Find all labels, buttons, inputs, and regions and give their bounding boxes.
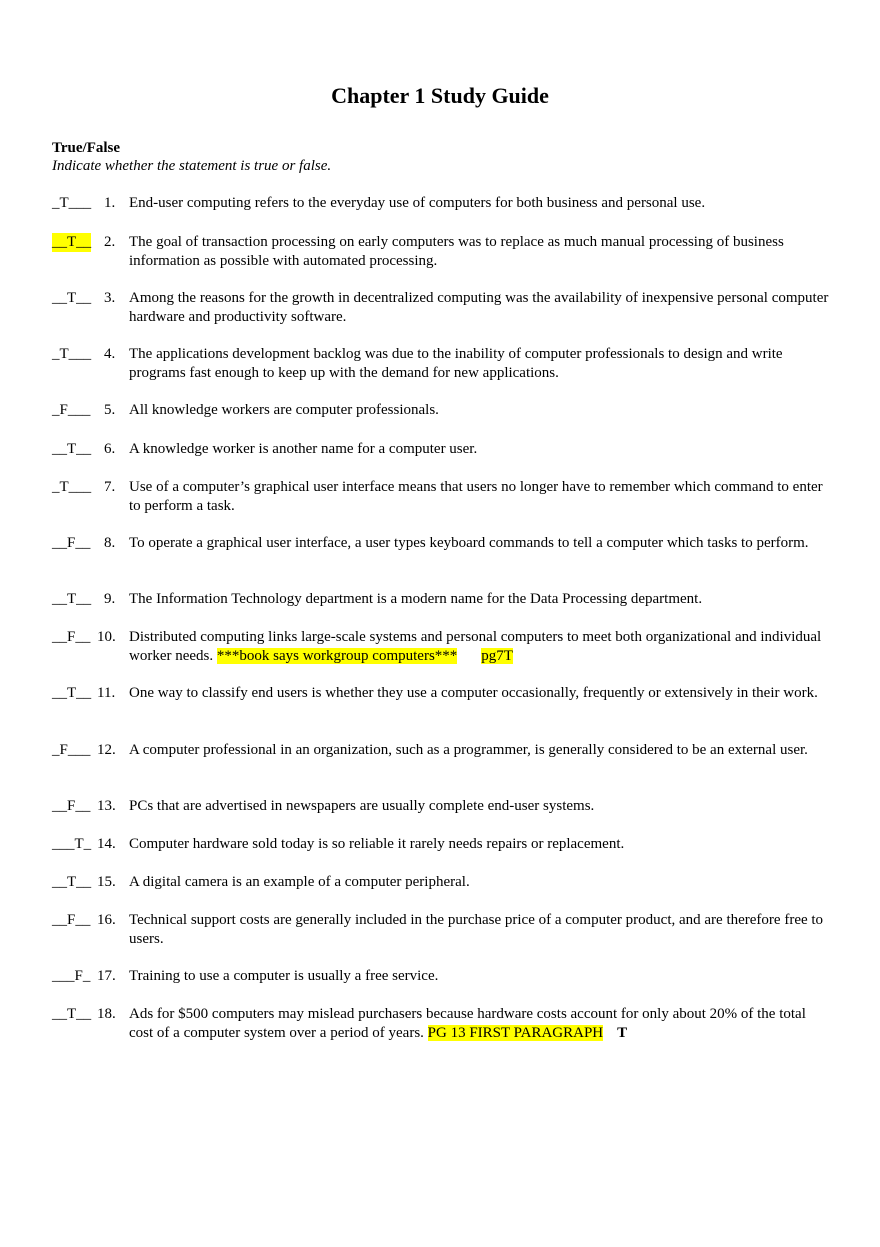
question-11 bbox=[52, 684, 832, 703]
section-instructions: Indicate whether the statement is true or false. bbox=[52, 158, 332, 174]
highlighted-note: PG 13 FIRST PARAGRAPH bbox=[427, 1025, 604, 1041]
question-7 bbox=[52, 478, 832, 516]
question-17 bbox=[52, 967, 832, 986]
question-text: Technical support costs are generally included in the purchase price of a computer product, and are therefore free to users. bbox=[129, 912, 824, 947]
question-number: 12. bbox=[97, 742, 116, 758]
question-number: 15. bbox=[97, 874, 116, 890]
question-text: The goal of transaction processing on early computers was to replace as much manual processing of business information as possible with automated processing. bbox=[129, 234, 784, 269]
answer-6: __T__ bbox=[52, 441, 92, 457]
question-number: 7. bbox=[104, 479, 116, 495]
question-number: 18. bbox=[97, 1006, 116, 1022]
question-1 bbox=[52, 194, 832, 213]
question-number: 5. bbox=[104, 402, 116, 418]
question-number: 16. bbox=[97, 912, 116, 928]
question-text: Computer hardware sold today is so reliable it rarely needs repairs or replacement. bbox=[129, 836, 625, 852]
question-number: 6. bbox=[104, 441, 116, 457]
answer-8: __F__ bbox=[52, 535, 91, 551]
question-18 bbox=[52, 1005, 832, 1043]
question-text: A digital camera is an example of a computer peripheral. bbox=[129, 874, 470, 890]
question-text: Distributed computing links large-scale systems and personal computers to meet both organizational and individual worker needs. bbox=[129, 629, 822, 664]
answer-17: ___F_ bbox=[52, 968, 91, 984]
question-text: The Information Technology department is a modern name for the Data Processing department. bbox=[129, 591, 703, 607]
answer-9: __T__ bbox=[52, 591, 92, 607]
question-text-wrap bbox=[129, 1005, 829, 1043]
question-number: 3. bbox=[104, 290, 116, 306]
section-title: True/False bbox=[52, 140, 121, 156]
page-title: Chapter 1 Study Guide bbox=[331, 83, 549, 108]
bold-note: T bbox=[617, 1025, 628, 1041]
answer-18: __T__ bbox=[52, 1006, 92, 1022]
question-number: 14. bbox=[97, 836, 116, 852]
highlighted-note: ***book says workgroup computers*** bbox=[216, 648, 458, 664]
question-8 bbox=[52, 534, 832, 553]
question-13 bbox=[52, 797, 832, 816]
question-text-wrap bbox=[129, 628, 829, 666]
answer-5: _F___ bbox=[52, 402, 91, 418]
question-text: To operate a graphical user interface, a user types keyboard commands to tell a computer which tasks to perform. bbox=[129, 535, 809, 551]
answer-2: __T__ bbox=[52, 234, 92, 250]
question-9 bbox=[52, 590, 832, 609]
answer-4: _T___ bbox=[52, 346, 92, 362]
question-text: Among the reasons for the growth in decentralized computing was the availability of inexpensive personal computer hardware and productivity software. bbox=[129, 290, 829, 325]
question-16 bbox=[52, 911, 832, 949]
question-text: Use of a computer’s graphical user interface means that users no longer have to remember which command to enter to perform a task. bbox=[129, 479, 823, 514]
question-14 bbox=[52, 835, 832, 854]
question-text: End-user computing refers to the everyday use of computers for both business and personal use. bbox=[129, 195, 706, 211]
question-number: 2. bbox=[104, 234, 116, 250]
question-4 bbox=[52, 345, 832, 383]
answer-15: __T__ bbox=[52, 874, 92, 890]
answer-14: ___T_ bbox=[52, 836, 92, 852]
question-2 bbox=[52, 233, 832, 271]
question-5 bbox=[52, 401, 832, 420]
question-text: All knowledge workers are computer professionals. bbox=[129, 402, 439, 418]
question-text: The applications development backlog was due to the inability of computer professionals to design and write programs fast enough to keep up with the demand for new applications. bbox=[129, 346, 783, 381]
question-number: 9. bbox=[104, 591, 116, 607]
answer-1: _T___ bbox=[52, 195, 92, 211]
question-text: A computer professional in an organization, such as a programmer, is generally considered to be an external user. bbox=[129, 742, 808, 758]
question-number: 13. bbox=[97, 798, 116, 814]
question-6 bbox=[52, 440, 832, 459]
question-3 bbox=[52, 289, 832, 327]
question-10 bbox=[52, 628, 832, 666]
question-15 bbox=[52, 873, 832, 892]
question-number: 10. bbox=[97, 629, 116, 645]
answer-12: _F___ bbox=[52, 742, 91, 758]
question-text: A knowledge worker is another name for a computer user. bbox=[129, 441, 478, 457]
question-text: One way to classify end users is whether they use a computer occasionally, frequently or extensively in their work. bbox=[129, 685, 818, 701]
question-number: 8. bbox=[104, 535, 116, 551]
answer-11: __T__ bbox=[52, 685, 92, 701]
answer-3: __T__ bbox=[52, 290, 92, 306]
answer-7: _T___ bbox=[52, 479, 92, 495]
question-text: Training to use a computer is usually a free service. bbox=[129, 968, 439, 984]
question-text: PCs that are advertised in newspapers are usually complete end-user systems. bbox=[129, 798, 595, 814]
highlighted-page-note: pg7T bbox=[481, 648, 513, 664]
answer-10: __F__ bbox=[52, 629, 91, 645]
question-text: Ads for $500 computers may mislead purchasers because hardware costs account for only about 20% of the total cost of a computer system over a period of years. bbox=[129, 1006, 806, 1041]
answer-16: __F__ bbox=[52, 912, 91, 928]
question-number: 11. bbox=[97, 685, 116, 701]
question-number: 17. bbox=[97, 968, 116, 984]
answer-13: __F__ bbox=[52, 798, 91, 814]
question-12 bbox=[52, 741, 832, 760]
question-number: 4. bbox=[104, 346, 116, 362]
question-number: 1. bbox=[104, 195, 116, 211]
